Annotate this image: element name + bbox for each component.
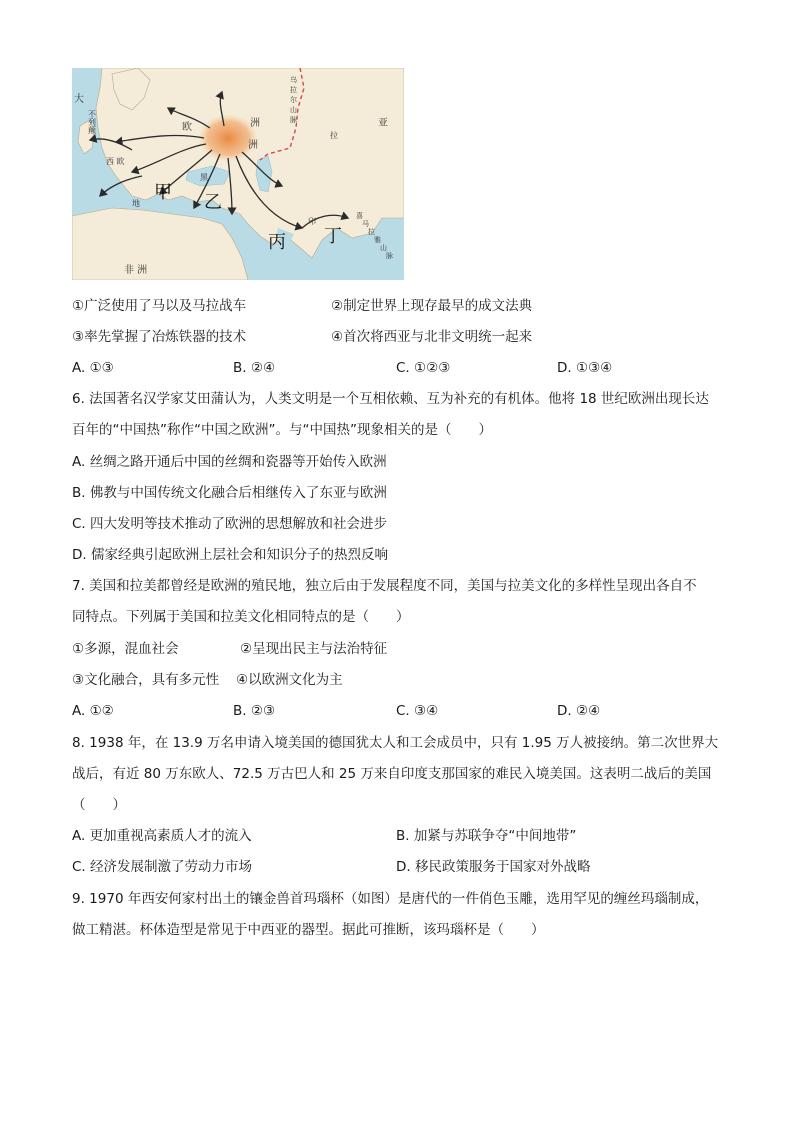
label-himalaya-3: 拉 [368, 228, 375, 236]
label-bing: 丙 [268, 232, 286, 253]
label-da: 大 [74, 94, 84, 105]
q8-option-d[interactable]: D. 移民政策服务于国家对外战略 [396, 859, 591, 875]
label-hei: 黑 [200, 173, 208, 182]
q7-option-a[interactable]: A. ①② [72, 703, 114, 719]
q5-option-a[interactable]: A. ①③ [72, 360, 114, 376]
migration-map [72, 68, 404, 280]
q5-statement-2: ②制定世界上现存最早的成文法典 [331, 298, 533, 314]
q5-option-d[interactable]: D. ①③④ [557, 360, 613, 376]
q6-stem-line-1: 6. 法国著名汉学家艾田蒲认为，人类文明是一个互相依赖、互为补充的有机体。他将 18 世纪欧洲出现长达 [72, 391, 709, 407]
label-jia: 甲 [154, 182, 172, 203]
label-himalaya-5: 山 [380, 244, 387, 252]
label-zhou2: 洲 [248, 140, 258, 151]
label-ou: 欧 [182, 122, 192, 133]
label-di: 地 [132, 199, 140, 208]
label-buliedian: 不列颠 [87, 110, 97, 134]
q5-statement-3: ③率先掌握了冶炼铁器的技术 [72, 329, 247, 345]
q6-option-c[interactable]: C. 四大发明等技术推动了欧洲的思想解放和社会进步 [72, 516, 388, 532]
q7-stem-line-2: 同特点。下列属于美国和拉美文化相同特点的是（ ） [72, 609, 410, 625]
q9-stem-line-2: 做工精湛。杯体造型是常见于中西亚的器型。据此可推断，该玛瑙杯是（ ） [72, 922, 545, 938]
q5-option-c[interactable]: C. ①②③ [396, 360, 451, 376]
label-feizhou: 非 洲 [124, 265, 148, 276]
label-la: 拉 [330, 131, 338, 140]
q9-stem-line-1: 9. 1970 年西安何家村出土的镶金兽首玛瑙杯（如图）是唐代的一件俏色玉雕，选用罕见的缠丝玛瑙制成， [72, 891, 709, 907]
q7-option-c[interactable]: C. ③④ [396, 703, 439, 719]
label-ural-2: 拉 [290, 86, 297, 94]
q7-stem-line-1: 7. 美国和拉美都曾经是欧洲的殖民地，独立后由于发展程度不同，美国与拉美文化的多样性呈现出各自不 [72, 578, 697, 594]
label-ural [290, 75, 297, 124]
label-zhou: 洲 [250, 118, 260, 129]
q7-option-d[interactable]: D. ②④ [557, 703, 601, 719]
q8-stem-line-2: 战后，有近 80 万东欧人、72.5 万古巴人和 25 万来自印度支那国家的难民入境美国。这表明二战后的美国 [72, 766, 712, 782]
label-ural-1: 乌 [290, 76, 297, 84]
q6-option-a[interactable]: A. 丝绸之路开通后中国的丝绸和瓷器等开始传入欧洲 [72, 454, 387, 470]
label-ural-4: 山 [290, 106, 297, 114]
label-yi: 乙 [204, 192, 222, 213]
q7-statement-3: ③文化融合，具有多元性 [72, 672, 220, 688]
q8-option-a[interactable]: A. 更加重视高素质人才的流入 [72, 828, 252, 844]
q6-stem-line-2: 百年的“中国热”称作“中国之欧洲”。与“中国热”现象相关的是（ ） [72, 422, 492, 438]
q8-option-c[interactable]: C. 经济发展制激了劳动力市场 [72, 859, 253, 875]
q5-statement-1: ①广泛使用了马以及马拉战车 [72, 298, 247, 314]
q8-stem-line-3: （ ） [72, 797, 126, 813]
q8-option-b[interactable]: B. 加紧与苏联争夺“中间地带” [396, 828, 577, 844]
map-svg [72, 68, 404, 280]
q7-statement-1: ①多源，混血社会 [72, 641, 179, 657]
label-ural-5: 脉 [290, 116, 297, 124]
label-himalaya-2: 马 [362, 220, 369, 228]
q5-option-b[interactable]: B. ②④ [233, 360, 276, 376]
label-ya: 亚 [378, 118, 388, 129]
label-himalaya-1: 喜 [356, 212, 363, 220]
q7-statement-2: ②呈现出民主与法治特征 [240, 641, 388, 657]
label-himalaya-4: 雅 [374, 236, 381, 244]
label-ural-3: 尔 [290, 96, 297, 104]
label-himalaya-6: 脉 [386, 252, 393, 260]
label-ding: 丁 [324, 226, 342, 247]
q8-stem-line-1: 8. 1938 年，在 13.9 万名申请入境美国的德国犹太人和工会成员中，只有 1.95 万人被接纳。第二次世界大 [72, 735, 719, 751]
label-ying: 印 [308, 217, 316, 226]
q6-option-d[interactable]: D. 儒家经典引起欧洲上层社会和知识分子的热烈反响 [72, 547, 388, 563]
q7-option-b[interactable]: B. ②③ [233, 703, 276, 719]
q6-option-b[interactable]: B. 佛教与中国传统文化融合后相继传入了东亚与欧洲 [72, 485, 387, 501]
q5-statement-4: ④首次将西亚与北非文明统一起来 [331, 329, 533, 345]
label-xiou: 西 欧 [106, 157, 125, 166]
q7-statement-4: ④以欧洲文化为主 [236, 672, 343, 688]
